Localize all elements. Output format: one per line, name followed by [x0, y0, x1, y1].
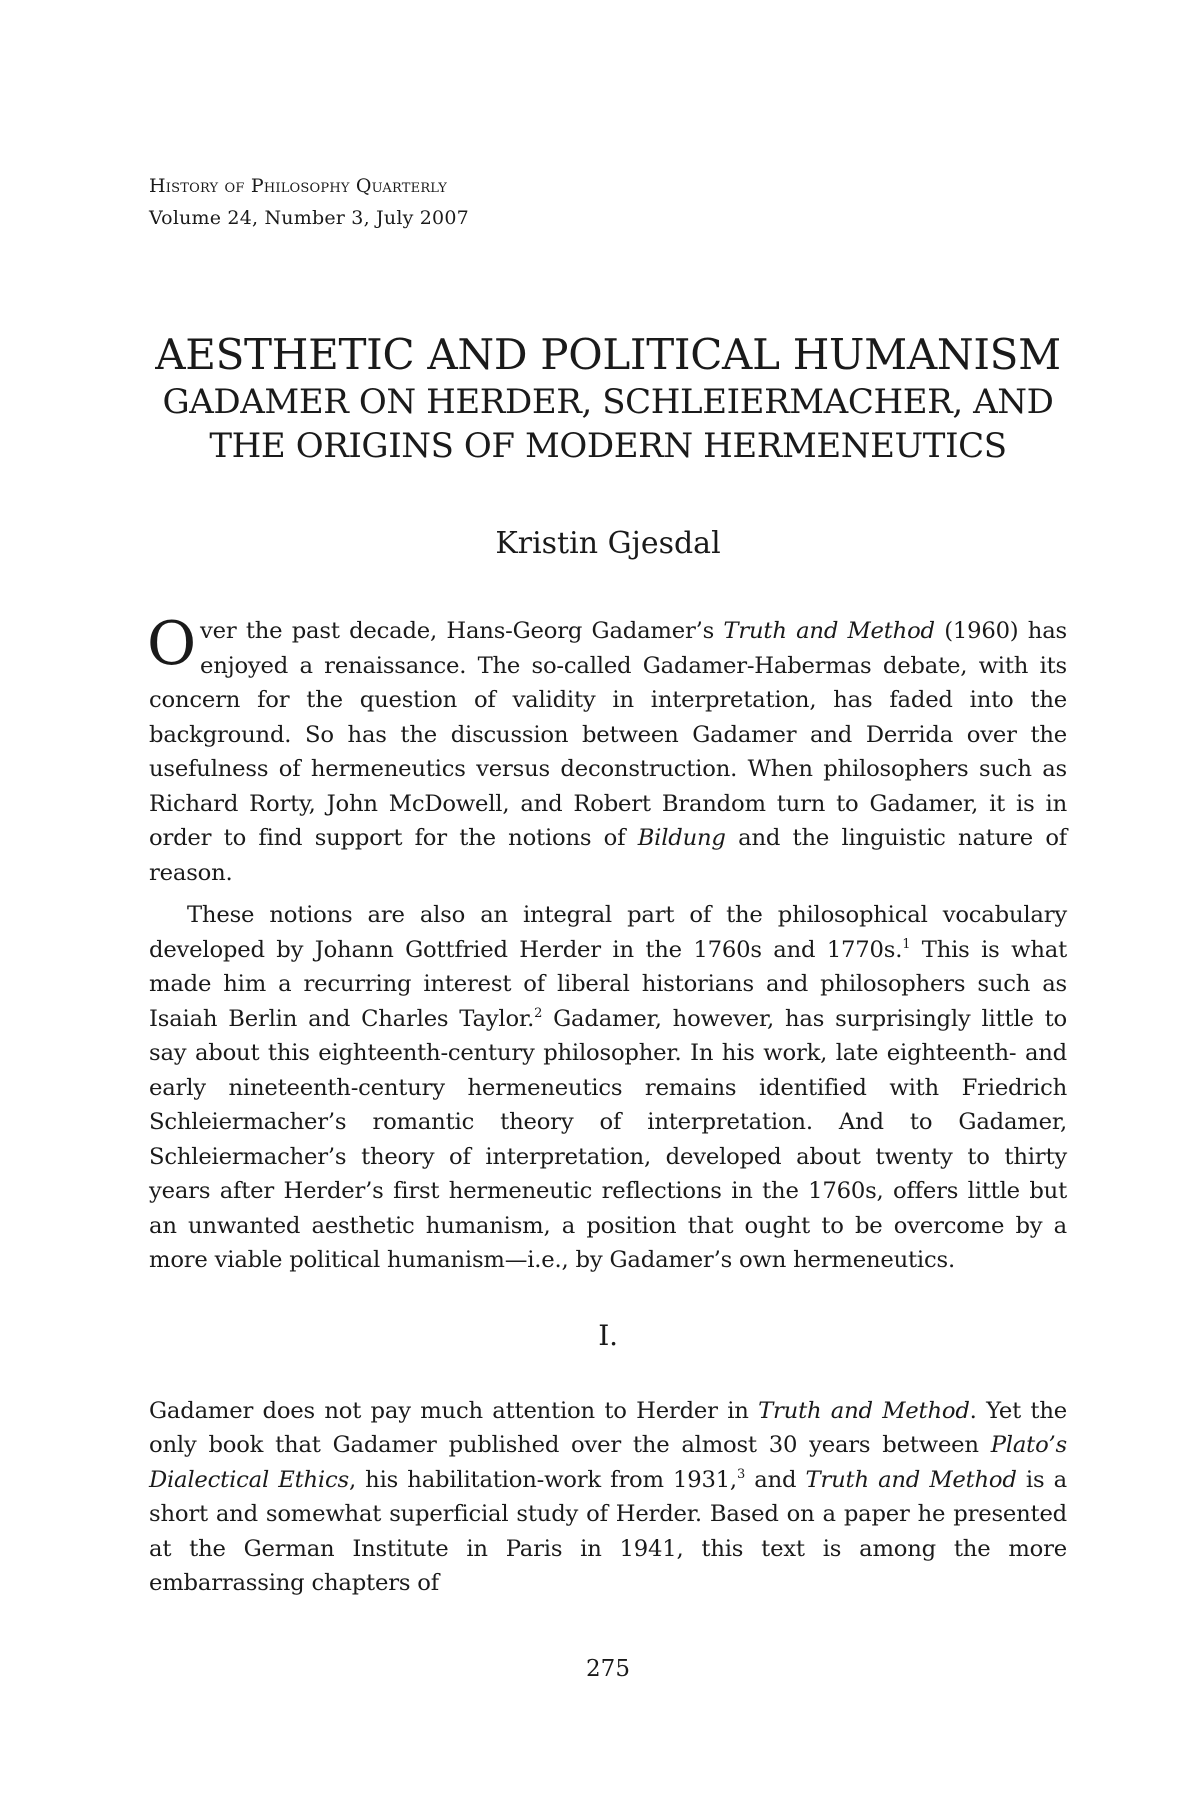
article-title-block	[149, 330, 1067, 468]
italic-title: Plato’s Dialectical Ethics	[149, 1432, 1067, 1493]
text-run: is a short and somewhat superficial study of Herder. Based on a paper he presented at the German Institute in Paris in 1941, this text is among the more embarrassing chapters of	[149, 1466, 1067, 1596]
text-run: This is what made him a recurring interest of liberal historians and philosophers such as Isaiah Berlin and Charles Taylor.	[149, 936, 1067, 1032]
article-body	[147, 609, 1068, 1601]
paragraph-2	[149, 898, 1067, 1278]
paragraph-3	[149, 1394, 1067, 1601]
journal-name: History of Philosophy Quarterly	[149, 175, 448, 197]
article-author: Kristin Gjesdal	[495, 526, 721, 561]
footnote-marker[interactable]: 2	[534, 1005, 543, 1021]
text-run: , his habilitation-work from 1931,	[348, 1466, 737, 1493]
page-number: 275	[586, 1656, 630, 1682]
italic-title: Truth and Method	[758, 1397, 970, 1424]
text-run: and the linguistic nature of reason.	[149, 825, 1067, 886]
drop-cap: O	[147, 609, 196, 679]
footnote-marker[interactable]: 3	[736, 1466, 746, 1482]
article-subtitle-line-1: GADAMER ON HERDER, SCHLEIERMACHER, AND	[162, 382, 1054, 422]
journal-header	[149, 170, 1049, 234]
text-run: Gadamer, however, has surprisingly little to say about this eighteenth-century philosopher. In his work, late eighteenth- and early nineteenth-century hermeneutics remains identified with Friedrich Schleiermacher’s romantic theory of interpretation. And to Gadamer, Schleiermacher’s theory of interpretation, developed about twenty to thirty years after Herder’s first hermeneutic reflections in the 1760s, offers little but an unwanted aesthetic humanism, a position that ought to be overcome by a more viable political humanism—i.e., by Gadamer’s own hermeneutics.	[149, 1005, 1068, 1273]
text-run: (1960) has enjoyed a renaissance. The so-called Gadamer-Habermas debate, with its concern for the question of validity in interpretation, has faded into the background. So has the discussion between Gadamer and Derrida over the usefulness of hermeneutics versus deconstruction. When philosophers such as Richard Rorty, John McDowell, and Robert Brandom turn to Gadamer, it is in order to find support for the notions of	[149, 618, 1067, 851]
text-run: ver the past decade, Hans-Georg Gadamer’s	[200, 618, 724, 644]
text-run: and	[745, 1466, 806, 1493]
text-run: Gadamer does not pay much attention to Herder in	[149, 1397, 759, 1424]
article-title: AESTHETIC AND POLITICAL HUMANISM	[155, 330, 1061, 379]
article-subtitle-line-2: THE ORIGINS OF MODERN HERMENEUTICS	[209, 426, 1007, 466]
footnote-marker[interactable]: 1	[902, 936, 911, 952]
italic-term: Bildung	[637, 825, 726, 851]
text-run: These notions are also an integral part of the philosophical vocabulary developed by Johann Gottfried Herder in the 1760s and 1770s.	[149, 902, 1067, 963]
italic-title: Truth and Method	[723, 618, 935, 644]
journal-issue: Volume 24, Number 3, July 2007	[149, 207, 469, 229]
text-run: . Yet the only book that Gadamer published over the almost 30 years between	[149, 1397, 1067, 1458]
section-heading: I.	[598, 1318, 618, 1352]
italic-title: Truth and Method	[805, 1466, 1017, 1493]
paragraph-1	[147, 609, 1067, 890]
